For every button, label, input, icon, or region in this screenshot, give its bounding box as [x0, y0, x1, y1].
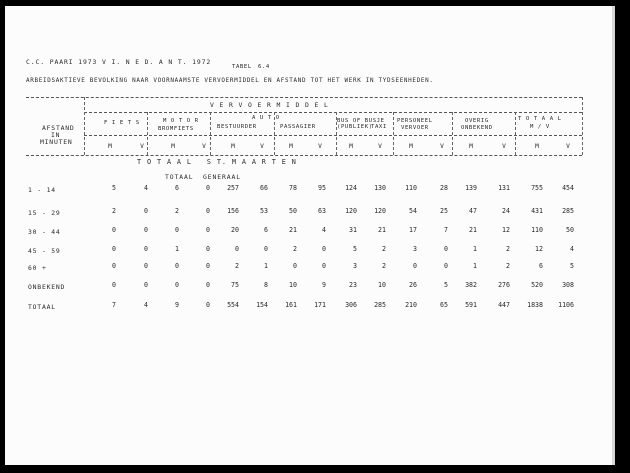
subheader-m: M — [231, 143, 235, 150]
table-cell: 0 — [206, 184, 210, 192]
subheader-v: V — [260, 143, 264, 150]
table-cell: 4 — [322, 226, 326, 234]
table-cell: 2 — [112, 207, 116, 215]
table-cell: 2 — [382, 262, 386, 270]
page-edge — [612, 6, 615, 465]
table-cell: 0 — [175, 262, 179, 270]
table-cell: 454 — [562, 184, 574, 192]
subheader-m: M — [469, 143, 473, 150]
row-label: TOTAAL — [28, 303, 56, 311]
row-label: 45 - 59 — [28, 247, 61, 255]
table-cell: 0 — [112, 226, 116, 234]
subheader-v: V — [566, 143, 570, 150]
row-label: 1 - 14 — [28, 186, 56, 194]
table-cell: 124 — [345, 184, 357, 192]
table-cell: 75 — [231, 281, 239, 289]
table-cell: 0 — [206, 245, 210, 253]
table-cell: 257 — [227, 184, 239, 192]
table-cell: 4 — [144, 301, 148, 309]
subheader-m: M — [289, 143, 293, 150]
table-cell: 25 — [440, 207, 448, 215]
table-cell: 95 — [318, 184, 326, 192]
table-cell: 308 — [562, 281, 574, 289]
table-cell: 17 — [409, 226, 417, 234]
group-bromfiets: BROMFIETS — [158, 126, 194, 132]
subheader-v: V — [440, 143, 444, 150]
table-cell: 161 — [285, 301, 297, 309]
section-title: T O T A A L S T. M A A R T E N — [137, 158, 297, 166]
row-header-minuten: MINUTEN — [40, 138, 73, 146]
source-line: C.C. PAARI 1973 V I. N E D. A N T. 1972 — [26, 58, 212, 66]
table-cell: 130 — [374, 184, 386, 192]
row-label: 30 - 44 — [28, 228, 61, 236]
table-cell: 6 — [264, 226, 268, 234]
table-cell: 21 — [289, 226, 297, 234]
subheader-m: M — [409, 143, 413, 150]
table-cell: 0 — [144, 207, 148, 215]
table-cell: 0 — [293, 262, 297, 270]
table-cell: 0 — [206, 262, 210, 270]
table-cell: 5 — [570, 262, 574, 270]
table-cell: 0 — [175, 281, 179, 289]
table-cell: 5 — [353, 245, 357, 253]
vervoermiddel-header: V E R V O E R M I D D E L — [210, 101, 329, 109]
group-onbekend: ONBEKEND — [461, 125, 493, 131]
group-vervoer: VERVOER — [401, 125, 429, 131]
group-publiek: (PUBLIEK) — [337, 124, 373, 130]
table-number: 6.4 — [258, 64, 270, 70]
table-cell: 12 — [502, 226, 510, 234]
col-sep — [393, 112, 394, 155]
table-cell: 554 — [227, 301, 239, 309]
table-cell: 0 — [206, 301, 210, 309]
table-cell: 0 — [144, 245, 148, 253]
row-header-in: IN — [51, 131, 61, 139]
col-sep — [515, 112, 516, 155]
table-cell: 120 — [374, 207, 386, 215]
subheader-v: V — [502, 143, 506, 150]
table-cell: 0 — [235, 245, 239, 253]
document-page — [5, 6, 612, 465]
table-cell: 28 — [440, 184, 448, 192]
row-label: 15 - 29 — [28, 209, 61, 217]
table-cell: 1106 — [558, 301, 574, 309]
subheader-m: M — [349, 143, 353, 150]
group-personeel: PERSONEEL — [397, 118, 433, 124]
subheader-m: M — [171, 143, 175, 150]
table-cell: 3 — [353, 262, 357, 270]
table-cell: 0 — [175, 226, 179, 234]
table-cell: 0 — [322, 262, 326, 270]
table-cell: 382 — [465, 281, 477, 289]
table-cell: 0 — [112, 245, 116, 253]
table-cell: 0 — [413, 262, 417, 270]
table-cell: 2 — [506, 262, 510, 270]
col-sep — [452, 112, 453, 155]
table-cell: 47 — [469, 207, 477, 215]
table-cell: 1 — [473, 245, 477, 253]
row-label: ONBEKEND — [28, 283, 66, 291]
subheader-m: M — [535, 143, 539, 150]
table-cell: 0 — [264, 245, 268, 253]
table-cell: 2 — [235, 262, 239, 270]
rule-under-groups — [84, 135, 582, 136]
table-cell: 0 — [144, 262, 148, 270]
col-sep — [84, 97, 85, 155]
table-cell: 120 — [345, 207, 357, 215]
subheader-v: V — [378, 143, 382, 150]
table-cell: 285 — [562, 207, 574, 215]
table-cell: 755 — [531, 184, 543, 192]
table-cell: 10 — [378, 281, 386, 289]
table-cell: 520 — [531, 281, 543, 289]
table-cell: 2 — [382, 245, 386, 253]
table-cell: 24 — [502, 207, 510, 215]
table-cell: 2 — [175, 207, 179, 215]
group-auto: A U T O — [252, 115, 280, 121]
table-cell: 0 — [206, 207, 210, 215]
table-cell: 12 — [535, 245, 543, 253]
row-label: 60 + — [28, 264, 47, 272]
table-cell: 0 — [144, 226, 148, 234]
group-motor: M O T O R — [163, 118, 199, 124]
table-label: TABEL — [232, 64, 252, 70]
subheader-m: M — [108, 143, 112, 150]
group-taxi: TAXI — [371, 124, 387, 130]
group-bestuurder: BESTUURDER — [217, 124, 257, 130]
table-cell: 210 — [405, 301, 417, 309]
rule-header-bottom — [26, 155, 582, 156]
table-cell: 65 — [440, 301, 448, 309]
table-cell: 78 — [289, 184, 297, 192]
table-cell: 66 — [260, 184, 268, 192]
table-cell: 139 — [465, 184, 477, 192]
table-title: ARBEIDSAKTIEVE BEVOLKING NAAR VOORNAAMSTE VERVOERMIDDEL EN AFSTAND TOT HET WERK IN TYDSEENHEDEN. — [26, 78, 434, 84]
table-cell: 6 — [539, 262, 543, 270]
table-cell: 20 — [231, 226, 239, 234]
table-cell: 5 — [444, 281, 448, 289]
table-cell: 21 — [469, 226, 477, 234]
table-cell: 23 — [349, 281, 357, 289]
table-cell: 591 — [465, 301, 477, 309]
table-cell: 4 — [144, 184, 148, 192]
table-cell: 8 — [264, 281, 268, 289]
table-cell: 21 — [378, 226, 386, 234]
rule-top — [26, 97, 582, 98]
table-cell: 431 — [531, 207, 543, 215]
rule-under-vervoer — [84, 112, 582, 113]
table-cell: 7 — [444, 226, 448, 234]
table-cell: 10 — [289, 281, 297, 289]
group-passagier: PASSAGIER — [280, 124, 316, 130]
table-cell: 9 — [175, 301, 179, 309]
table-cell: 31 — [349, 226, 357, 234]
table-cell: 63 — [318, 207, 326, 215]
table-cell: 1 — [175, 245, 179, 253]
table-cell: 54 — [409, 207, 417, 215]
table-cell: 447 — [498, 301, 510, 309]
table-cell: 6 — [175, 184, 179, 192]
table-cell: 0 — [144, 281, 148, 289]
table-cell: 50 — [289, 207, 297, 215]
group-bus: BUS OF BUSJE — [337, 118, 385, 124]
table-cell: 53 — [260, 207, 268, 215]
table-cell: 0 — [206, 281, 210, 289]
subsection-title: TOTAAL GENERAAL — [165, 173, 241, 181]
table-cell: 3 — [413, 245, 417, 253]
table-cell: 171 — [314, 301, 326, 309]
table-cell: 0 — [112, 262, 116, 270]
table-cell: 50 — [566, 226, 574, 234]
table-cell: 110 — [531, 226, 543, 234]
subheader-v: V — [318, 143, 322, 150]
table-cell: 0 — [444, 245, 448, 253]
table-cell: 4 — [570, 245, 574, 253]
table-cell: 0 — [206, 226, 210, 234]
table-cell: 1838 — [527, 301, 543, 309]
subheader-v: V — [140, 143, 144, 150]
group-fiets: F I E T S — [104, 120, 140, 126]
col-sep — [582, 97, 583, 155]
table-cell: 285 — [374, 301, 386, 309]
table-cell: 26 — [409, 281, 417, 289]
table-cell: 2 — [293, 245, 297, 253]
table-cell: 2 — [506, 245, 510, 253]
group-overig: OVERIG — [465, 118, 489, 124]
table-cell: 131 — [498, 184, 510, 192]
table-cell: 110 — [405, 184, 417, 192]
table-cell: 5 — [112, 184, 116, 192]
table-cell: 7 — [112, 301, 116, 309]
table-cell: 0 — [112, 281, 116, 289]
subheader-v: V — [202, 143, 206, 150]
table-cell: 154 — [256, 301, 268, 309]
table-cell: 1 — [264, 262, 268, 270]
group-mv: M / V — [530, 124, 550, 130]
table-cell: 9 — [322, 281, 326, 289]
table-cell: 306 — [345, 301, 357, 309]
group-totaal: T O T A A L — [518, 116, 562, 122]
row-header-afstand: AFSTAND — [42, 124, 75, 132]
table-cell: 156 — [227, 207, 239, 215]
table-cell: 276 — [498, 281, 510, 289]
table-cell: 0 — [322, 245, 326, 253]
table-cell: 1 — [473, 262, 477, 270]
table-cell: 0 — [444, 262, 448, 270]
